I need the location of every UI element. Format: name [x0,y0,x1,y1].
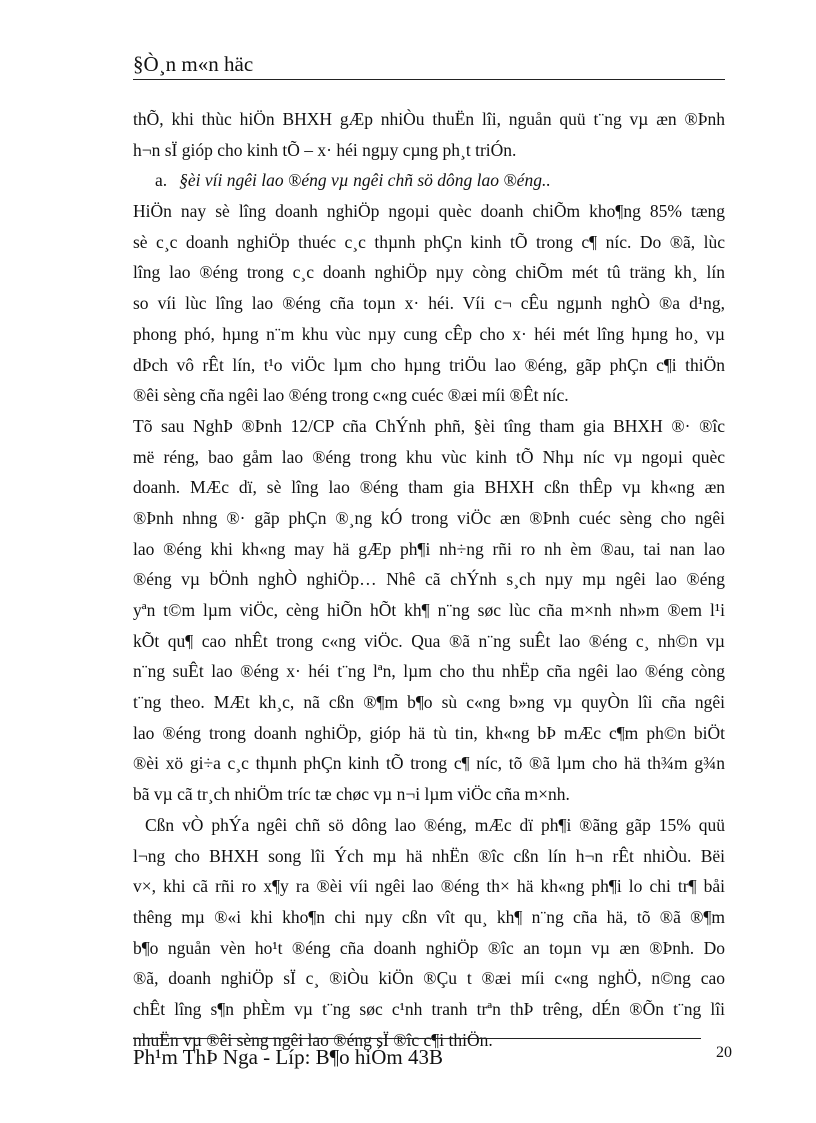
text-line: lao ®éng khi kh«ng may hä gÆp ph¶i nh÷ng rñi ro nh èm ®au, tai nan lao [133,538,725,559]
text-line: ®êi sèng cña ngêi lao ®éng trong c«ng cuéc ®æi míi ®Êt níc. [133,385,569,406]
text-line: t¨ng theo. MÆt kh¸c, nã cßn ®¶m b¶o sù c«ng b»ng vµ quyÒn lîi cña ngêi [133,692,725,713]
section-label: a. [155,170,168,191]
section-heading-text: §èi víi ngêi lao ®éng vµ ngêi chñ sö dông lao ®éng.. [179,170,551,191]
text-line: lîng lao ®éng trong c¸c doanh nghiÖp nµy còng chiÕm mét tû träng kh¸ lín [133,262,725,283]
text-line: sè c¸c doanh nghiÖp thuéc c¸c thµnh phÇn kinh tÕ trong c¶ níc. Do ®ã, lùc [133,231,725,252]
text-line: phong phó, hµng n¨m khu vùc nµy cung cÊp cho x· héi mét lîng hµng ho¸ vµ [133,323,725,344]
text-line: kÕt qu¶ cao nhÊt trong c«ng viÖc. Qua ®ã n¨ng suÊt lao ®éng c¸ nh©n vµ [133,630,725,651]
text-line: ®èi xö gi÷a c¸c thµnh phÇn kinh tÕ trong c¶ níc, tõ ®ã lµm cho hä th¾m g¾n [133,753,725,774]
text-line: so víi lùc lîng lao ®éng cña toµn x· héi. Víi c¬ cÊu ngµnh nghÒ ®a d¹ng, [133,293,725,314]
text-line: nhuËn vµ ®êi sèng ngêi lao ®éng sÏ ®îc c¶i thiÖn. [133,1029,493,1050]
page-header [133,50,725,80]
footer-author: Ph¹m ThÞ Nga - Líp: B¶o hiÓm 43B [133,1045,444,1069]
text-line: thêng mµ ®«i khi kho¶n chi nµy cßn vît qu¸ kh¶ n¨ng cña hä, tõ ®ã ®¶m [133,906,725,927]
text-line: yªn t©m lµm viÖc, cèng hiÕn hÕt kh¶ n¨ng søc lùc cña m×nh nh»m ®em l¹i [133,600,725,620]
text-line: ®Þnh nhng ®· gãp phÇn ®¸ng kÓ trong viÖc æn ®Þnh cuéc sèng cho ngêi [133,507,725,528]
text-line: thÕ, khi thùc hiÖn BHXH gÆp nhiÒu thuËn lîi, nguån quü t¨ng vµ æn ®Þnh [133,109,725,129]
text-line: b¶o nguån vèn ho¹t ®éng cña doanh nghiÖp ®îc an toµn vµ æn ®Þnh. Do [133,937,725,958]
document-body [133,104,725,1055]
page-number: 20 [716,1044,732,1061]
text-line: Tõ sau NghÞ ®Þnh 12/CP cña ChÝnh phñ, §èi tîng tham gia BHXH ®· ®îc [133,415,725,436]
page-footer [133,1038,701,1075]
text-line: h¬n sÏ gióp cho kinh tÕ – x· héi ngµy cµng ph¸t triÓn. [133,139,517,160]
text-line: HiÖn nay sè lîng doanh nghiÖp ngoµi quèc doanh chiÕm kho¶ng 85% tæng [133,201,725,222]
text-line: n¨ng suÊt lao ®éng x· héi t¨ng lªn, lµm cho thu nhËp cña ngêi lao ®éng còng [133,661,725,682]
text-line: bã vµ cã tr¸ch nhiÖm tríc tæ chøc vµ n¬i lµm viÖc cña m×nh. [133,784,570,805]
section-heading [133,165,725,196]
text-line: v×, khi cã rñi ro x¶y ra ®èi víi ngêi lao ®éng th× hä kh«ng ph¶i lo chi tr¶ båi [133,876,725,897]
text-line: dÞch vô rÊt lín, t¹o viÖc lµm cho hµng triÖu lao ®éng, gãp phÇn c¶i thiÖn [133,354,725,375]
text-line: lao ®éng trong doanh nghiÖp, gióp hä tù tin, kh«ng bÞ mÆc c¶m ph©n biÖt [133,722,725,743]
text-line: l¬ng cho BHXH song lîi Ých mµ hä nhËn ®îc cßn lín h¬n rÊt nhiÒu. Bëi [133,845,725,866]
header-title: §Ò¸n m«n häc [133,52,254,76]
text-line: ®ã, doanh nghiÖp sÏ c¸ ®iÒu kiÖn ®Çu t ®æi míi c«ng nghÖ, n©ng cao [133,968,725,989]
text-line: chÊt lîng s¶n phÈm vµ t¨ng søc c¹nh tranh trªn thÞ trêng, dÉn ®Õn t¨ng lîi [133,998,725,1019]
text-line: më réng, bao gåm lao ®éng trong khu vùc kinh tÕ Nhµ níc vµ ngoµi quèc [133,446,725,467]
text-line: Cßn vÒ phÝa ngêi chñ sö dông lao ®éng, mÆc dï ph¶i ®ãng gãp 15% quü [145,814,725,835]
text-line: doanh. MÆc dï, sè lîng lao ®éng tham gia BHXH cßn thÊp vµ kh«ng æn [133,477,725,498]
text-line: ®éng vµ bÖnh nghÒ nghiÖp… Nhê cã chÝnh s¸ch nµy mµ ngêi lao ®éng [133,569,725,590]
